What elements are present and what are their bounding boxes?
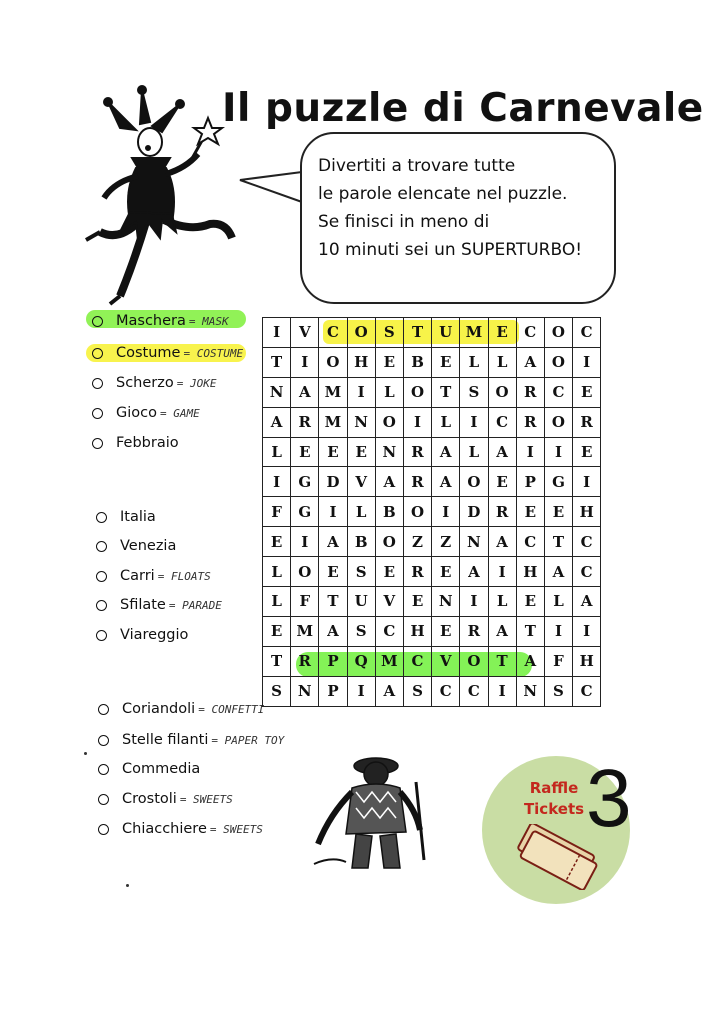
grid-cell: M bbox=[291, 616, 319, 646]
grid-cell: L bbox=[432, 407, 460, 437]
grid-cell: P bbox=[516, 467, 544, 497]
grid-cell: E bbox=[573, 437, 601, 467]
grid-cell: A bbox=[432, 467, 460, 497]
grid-cell: F bbox=[544, 646, 572, 676]
grid-cell: S bbox=[403, 676, 431, 706]
grid-cell: F bbox=[263, 497, 291, 527]
word-item bbox=[92, 435, 182, 451]
grid-cell: Q bbox=[347, 646, 375, 676]
grid-cell: O bbox=[375, 527, 403, 557]
word-note: = CONFETTI bbox=[198, 702, 265, 716]
grid-cell: R bbox=[516, 407, 544, 437]
grid-cell: F bbox=[291, 587, 319, 617]
grid-cell: M bbox=[460, 318, 488, 348]
grid-cell: G bbox=[544, 467, 572, 497]
word-note: = FLOATS bbox=[157, 569, 211, 583]
page-title: Il puzzle di Carnevale bbox=[222, 86, 704, 131]
grid-cell: E bbox=[319, 557, 347, 587]
grid-cell: U bbox=[432, 318, 460, 348]
bubble-tail bbox=[238, 168, 308, 208]
grid-row bbox=[263, 318, 601, 348]
grid-cell: P bbox=[319, 676, 347, 706]
grid-cell: O bbox=[403, 497, 431, 527]
grid-cell: T bbox=[319, 587, 347, 617]
grid-cell: N bbox=[347, 407, 375, 437]
word-item bbox=[92, 313, 229, 329]
grid-cell: A bbox=[319, 527, 347, 557]
grid-cell: O bbox=[347, 318, 375, 348]
grid-cell: A bbox=[544, 557, 572, 587]
grid-cell: A bbox=[516, 646, 544, 676]
grid-cell: C bbox=[573, 676, 601, 706]
grid-cell: E bbox=[488, 467, 516, 497]
grid-cell: N bbox=[375, 437, 403, 467]
grid-cell: C bbox=[573, 557, 601, 587]
grid-cell: O bbox=[460, 467, 488, 497]
grid-cell: E bbox=[375, 557, 403, 587]
grid-cell: I bbox=[263, 318, 291, 348]
grid-cell: I bbox=[291, 527, 319, 557]
grid-cell: I bbox=[460, 587, 488, 617]
grid-row bbox=[263, 557, 601, 587]
grid-cell: V bbox=[375, 587, 403, 617]
grid-cell: I bbox=[319, 497, 347, 527]
grid-cell: O bbox=[544, 347, 572, 377]
grid-cell: S bbox=[263, 676, 291, 706]
word-label: Coriandoli bbox=[122, 701, 196, 717]
word-label: Carri bbox=[120, 568, 155, 584]
grid-cell: O bbox=[291, 557, 319, 587]
grid-cell: A bbox=[375, 676, 403, 706]
grid-cell: I bbox=[516, 437, 544, 467]
grid-cell: A bbox=[375, 467, 403, 497]
grid-cell: E bbox=[319, 437, 347, 467]
grid-cell: R bbox=[516, 377, 544, 407]
grid-cell: Z bbox=[403, 527, 431, 557]
grid-cell: M bbox=[319, 407, 347, 437]
grid-cell: E bbox=[516, 587, 544, 617]
bullet-icon bbox=[92, 378, 103, 389]
grid-cell: U bbox=[347, 587, 375, 617]
grid-cell: R bbox=[573, 407, 601, 437]
word-label: Gioco bbox=[116, 405, 157, 421]
bullet-icon bbox=[92, 348, 103, 359]
grid-cell: H bbox=[516, 557, 544, 587]
word-label: Maschera bbox=[116, 313, 186, 329]
grid-row bbox=[263, 676, 601, 706]
word-item bbox=[96, 509, 159, 525]
grid-cell: E bbox=[375, 347, 403, 377]
grid-cell: C bbox=[488, 407, 516, 437]
word-item bbox=[98, 821, 263, 837]
grid-cell: L bbox=[263, 587, 291, 617]
grid-cell: S bbox=[375, 318, 403, 348]
grid-cell: A bbox=[319, 616, 347, 646]
word-item bbox=[92, 405, 200, 421]
word-note: = JOKE bbox=[176, 376, 217, 390]
grid-cell: T bbox=[263, 646, 291, 676]
grid-cell: E bbox=[573, 377, 601, 407]
grid-cell: N bbox=[460, 527, 488, 557]
grid-cell: L bbox=[375, 377, 403, 407]
grid-cell: I bbox=[544, 616, 572, 646]
grid-cell: I bbox=[460, 407, 488, 437]
grid-cell: L bbox=[488, 587, 516, 617]
grid-cell: E bbox=[432, 616, 460, 646]
grid-cell: O bbox=[375, 407, 403, 437]
word-note: = SWEETS bbox=[209, 822, 263, 836]
grid-cell: E bbox=[432, 347, 460, 377]
grid-cell: T bbox=[403, 318, 431, 348]
grid-cell: I bbox=[347, 676, 375, 706]
bullet-icon bbox=[98, 704, 109, 715]
grid-row bbox=[263, 527, 601, 557]
grid-row bbox=[263, 616, 601, 646]
word-note: = PARADE bbox=[168, 598, 222, 612]
grid-cell: H bbox=[573, 497, 601, 527]
grid-cell: I bbox=[488, 557, 516, 587]
word-label: Commedia bbox=[122, 761, 201, 777]
bubble-text bbox=[318, 152, 608, 264]
grid-cell: C bbox=[403, 646, 431, 676]
grid-cell: E bbox=[403, 587, 431, 617]
grid-cell: A bbox=[488, 616, 516, 646]
raffle-line-2: Tickets bbox=[523, 800, 585, 818]
bubble-line: le parole elencate nel puzzle. bbox=[318, 184, 568, 204]
grid-row bbox=[263, 646, 601, 676]
grid-cell: B bbox=[403, 347, 431, 377]
grid-cell: A bbox=[516, 347, 544, 377]
word-search-grid bbox=[262, 317, 601, 707]
grid-cell: T bbox=[516, 616, 544, 646]
grid-cell: O bbox=[403, 377, 431, 407]
bullet-icon bbox=[98, 794, 109, 805]
grid-cell: S bbox=[544, 676, 572, 706]
grid-cell: A bbox=[432, 437, 460, 467]
word-note: = SWEETS bbox=[179, 792, 233, 806]
word-item bbox=[96, 597, 222, 613]
grid-cell: L bbox=[347, 497, 375, 527]
grid-cell: D bbox=[460, 497, 488, 527]
grid-cell: I bbox=[432, 497, 460, 527]
grid-cell: P bbox=[319, 646, 347, 676]
grid-cell: N bbox=[263, 377, 291, 407]
grid-cell: B bbox=[347, 527, 375, 557]
grid-cell: A bbox=[263, 407, 291, 437]
word-item bbox=[98, 701, 264, 717]
grid-cell: E bbox=[544, 497, 572, 527]
grid-cell: A bbox=[291, 377, 319, 407]
grid-row bbox=[263, 587, 601, 617]
bullet-icon bbox=[96, 630, 107, 641]
grid-cell: E bbox=[291, 437, 319, 467]
grid-cell: S bbox=[347, 616, 375, 646]
grid-cell: E bbox=[488, 318, 516, 348]
grid-cell: L bbox=[544, 587, 572, 617]
grid-cell: I bbox=[573, 616, 601, 646]
word-item bbox=[98, 761, 203, 777]
grid-cell: R bbox=[403, 437, 431, 467]
word-label: Viareggio bbox=[120, 627, 189, 643]
grid-cell: B bbox=[375, 497, 403, 527]
grid-cell: L bbox=[460, 437, 488, 467]
word-item bbox=[98, 732, 284, 748]
word-item bbox=[92, 345, 243, 361]
bullet-icon bbox=[98, 824, 109, 835]
bullet-icon bbox=[92, 438, 103, 449]
grid-cell: I bbox=[263, 467, 291, 497]
bullet-icon bbox=[96, 600, 107, 611]
raffle-line-1: Raffle bbox=[529, 779, 579, 797]
grid-cell: E bbox=[263, 616, 291, 646]
grid-cell: L bbox=[263, 437, 291, 467]
grid-cell: C bbox=[375, 616, 403, 646]
grid-row bbox=[263, 437, 601, 467]
word-item bbox=[96, 627, 191, 643]
word-item bbox=[96, 538, 179, 554]
grid-cell: C bbox=[432, 676, 460, 706]
grid-cell: I bbox=[544, 437, 572, 467]
grid-cell: G bbox=[291, 497, 319, 527]
grid-cell: E bbox=[432, 557, 460, 587]
grid-cell: Z bbox=[432, 527, 460, 557]
grid-cell: T bbox=[488, 646, 516, 676]
grid-row bbox=[263, 407, 601, 437]
word-label: Chiacchiere bbox=[122, 821, 207, 837]
grid-cell: N bbox=[432, 587, 460, 617]
grid-cell: E bbox=[263, 527, 291, 557]
word-item bbox=[92, 375, 216, 391]
grid-cell: C bbox=[460, 676, 488, 706]
word-label: Italia bbox=[120, 509, 156, 525]
grid-cell: I bbox=[573, 347, 601, 377]
grid-cell: T bbox=[432, 377, 460, 407]
grid-cell: C bbox=[544, 377, 572, 407]
grid-cell: C bbox=[516, 318, 544, 348]
grid-cell: I bbox=[347, 377, 375, 407]
grid-cell: A bbox=[488, 437, 516, 467]
word-label: Venezia bbox=[120, 538, 177, 554]
grid-cell: V bbox=[432, 646, 460, 676]
grid-cell: L bbox=[488, 347, 516, 377]
stray-mark bbox=[126, 884, 129, 887]
word-note: = COSTUME bbox=[183, 346, 244, 360]
grid-row bbox=[263, 377, 601, 407]
grid-cell: M bbox=[319, 377, 347, 407]
grid-cell: D bbox=[319, 467, 347, 497]
bubble-line: Se finisci in meno di bbox=[318, 212, 490, 232]
bubble-line: 10 minuti sei un SUPERTURBO! bbox=[318, 240, 583, 260]
grid-cell: O bbox=[460, 646, 488, 676]
grid-cell: I bbox=[488, 676, 516, 706]
word-note: = GAME bbox=[159, 406, 200, 420]
word-label: Costume bbox=[116, 345, 181, 361]
grid-cell: A bbox=[460, 557, 488, 587]
grid-row bbox=[263, 467, 601, 497]
grid-cell: V bbox=[347, 467, 375, 497]
word-label: Febbraio bbox=[116, 435, 179, 451]
word-label: Stelle filanti bbox=[122, 732, 209, 748]
grid-cell: R bbox=[460, 616, 488, 646]
grid-cell: R bbox=[403, 557, 431, 587]
grid-cell: T bbox=[263, 347, 291, 377]
grid-cell: L bbox=[263, 557, 291, 587]
grid-cell: L bbox=[460, 347, 488, 377]
word-label: Sfilate bbox=[120, 597, 166, 613]
grid-cell: R bbox=[291, 646, 319, 676]
word-note: = MASK bbox=[188, 314, 229, 328]
grid-cell: E bbox=[347, 437, 375, 467]
grid-cell: I bbox=[403, 407, 431, 437]
stray-mark bbox=[84, 752, 87, 755]
grid-cell: I bbox=[291, 347, 319, 377]
grid-cell: I bbox=[573, 467, 601, 497]
grid-cell: G bbox=[291, 467, 319, 497]
bullet-icon bbox=[98, 764, 109, 775]
word-label: Scherzo bbox=[116, 375, 174, 391]
word-label: Crostoli bbox=[122, 791, 177, 807]
grid-cell: C bbox=[573, 527, 601, 557]
raffle-number: 3 bbox=[586, 753, 632, 844]
grid-cell: O bbox=[544, 318, 572, 348]
word-note: = PAPER TOY bbox=[211, 733, 285, 747]
grid-row bbox=[263, 347, 601, 377]
word-item bbox=[96, 568, 211, 584]
bullet-icon bbox=[96, 571, 107, 582]
bullet-icon bbox=[92, 408, 103, 419]
grid-cell: H bbox=[403, 616, 431, 646]
grid-cell: M bbox=[375, 646, 403, 676]
grid-cell: A bbox=[488, 527, 516, 557]
bullet-icon bbox=[96, 512, 107, 523]
bullet-icon bbox=[92, 316, 103, 327]
grid-cell: N bbox=[291, 676, 319, 706]
grid-cell: E bbox=[516, 497, 544, 527]
grid-cell: S bbox=[460, 377, 488, 407]
grid-row bbox=[263, 497, 601, 527]
bullet-icon bbox=[96, 541, 107, 552]
word-item bbox=[98, 791, 233, 807]
grid-cell: R bbox=[291, 407, 319, 437]
grid-cell: C bbox=[516, 527, 544, 557]
grid-cell: C bbox=[319, 318, 347, 348]
grid-cell: H bbox=[573, 646, 601, 676]
grid-cell: S bbox=[347, 557, 375, 587]
grid-cell: T bbox=[544, 527, 572, 557]
grid-cell: O bbox=[488, 377, 516, 407]
grid-cell: R bbox=[403, 467, 431, 497]
bullet-icon bbox=[98, 735, 109, 746]
harlequin-illustration bbox=[312, 752, 432, 870]
grid-cell: C bbox=[573, 318, 601, 348]
grid-cell: N bbox=[516, 676, 544, 706]
grid-cell: O bbox=[544, 407, 572, 437]
bubble-line: Divertiti a trovare tutte bbox=[318, 156, 516, 176]
grid-cell: V bbox=[291, 318, 319, 348]
grid-cell: A bbox=[573, 587, 601, 617]
grid-cell: H bbox=[347, 347, 375, 377]
grid-cell: R bbox=[488, 497, 516, 527]
grid-cell: O bbox=[319, 347, 347, 377]
